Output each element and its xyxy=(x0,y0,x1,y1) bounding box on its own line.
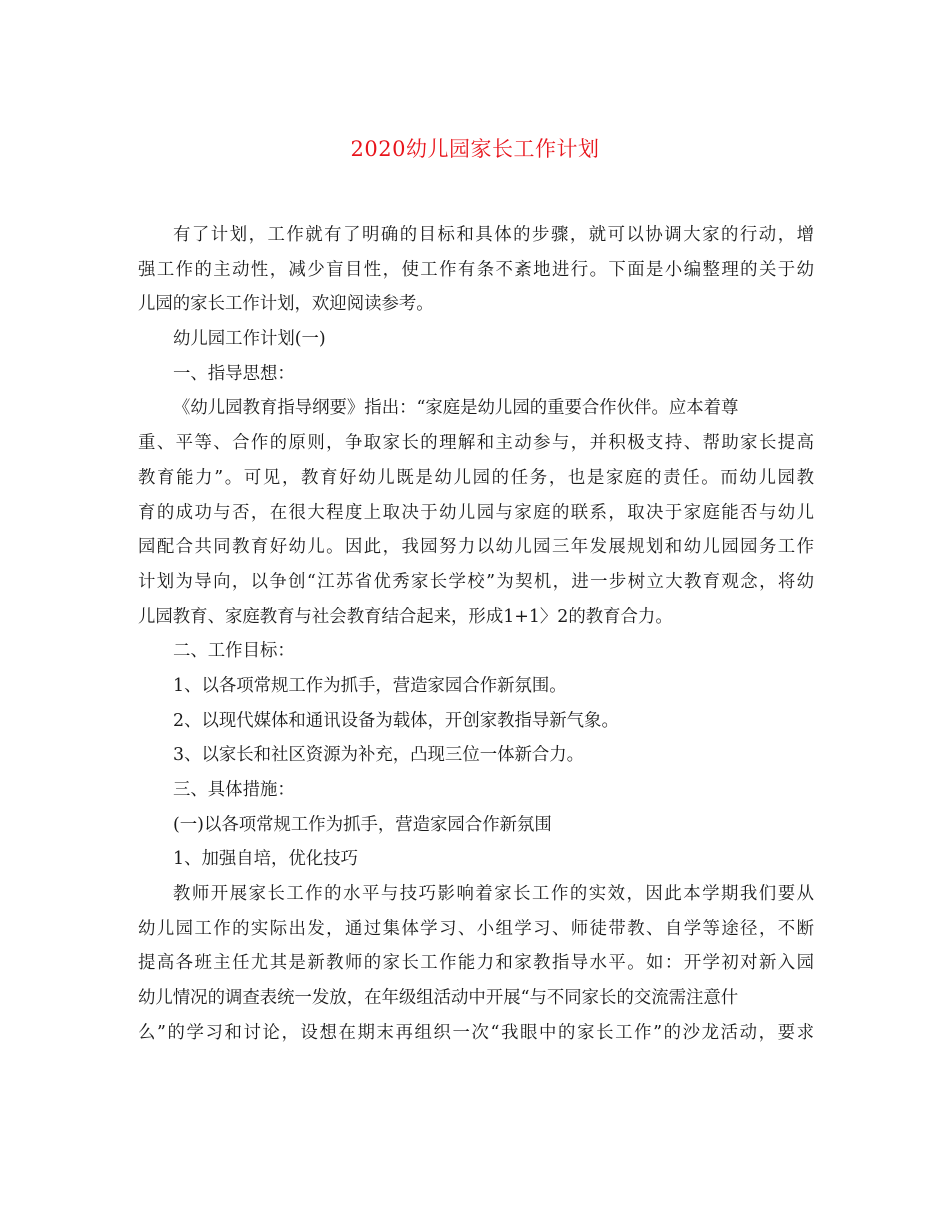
text-line: 幼儿情况的调查表统一发放，在年级组活动中开展“与不同家长的交流需注意什 xyxy=(138,988,739,1009)
document-title: 2020幼儿园家长工作计划 xyxy=(350,137,600,161)
text-line: 一、指导思想： xyxy=(173,363,295,384)
text-line: 计划为导向，以争创“江苏省优秀家长学校”为契机，进一步树立大教育观念，将幼 xyxy=(138,571,814,592)
text-line: 教育能力”。可见，教育好幼儿既是幼儿园的任务，也是家庭的责任。而幼儿园教 xyxy=(138,467,814,488)
text-line: (一)以各项常规工作为抓手，营造家园合作新氛围 xyxy=(173,814,552,835)
text-line: 2、以现代媒体和通讯设备为载体，开创家教指导新气象。 xyxy=(173,710,619,731)
text-line: 三、具体措施： xyxy=(173,780,295,800)
text-line: 园配合共同教育好幼儿。因此，我园努力以幼儿园三年发展规划和幼儿园园务工作 xyxy=(138,537,814,558)
document-body xyxy=(138,218,814,1051)
text-line: 幼儿园工作计划(一) xyxy=(173,329,326,350)
text-line: 重、平等、合作的原则，争取家长的理解和主动参与，并积极支持、帮助家长提高 xyxy=(138,433,814,454)
text-line: 《幼儿园教育指导纲要》指出：“家庭是幼儿园的重要合作伙伴。应本着尊 xyxy=(173,398,739,419)
text-line: 幼儿园工作的实际出发，通过集体学习、小组学习、师徒带教、自学等途径，不断 xyxy=(138,918,814,939)
text-line: 有了计划，工作就有了明确的目标和具体的步骤，就可以协调大家的行动，增 xyxy=(173,225,814,245)
text-line: 二、工作目标： xyxy=(173,641,295,662)
text-line: 强工作的主动性，减少盲目性，使工作有条不紊地进行。下面是小编整理的关于幼 xyxy=(138,259,814,280)
text-line: 1、加强自培，优化技巧 xyxy=(173,849,358,870)
text-line: 儿园的家长工作计划，欢迎阅读参考。 xyxy=(138,294,434,315)
text-line: 儿园教育、家庭教育与社会教育结合起来，形成1+1〉2的教育合力。 xyxy=(138,606,673,627)
text-line: 育的成功与否，在很大程度上取决于幼儿园与家庭的联系，取决于家庭能否与幼儿 xyxy=(138,502,814,523)
text-line: 么”的学习和讨论，设想在期末再组织一次“我眼中的家长工作”的沙龙活动，要求 xyxy=(138,1022,814,1043)
text-line: 3、以家长和社区资源为补充，凸现三位一体新合力。 xyxy=(173,745,585,766)
text-line: 教师开展家长工作的水平与技巧影响着家长工作的实效，因此本学期我们要从 xyxy=(173,884,814,905)
text-line: 提高各班主任尤其是新教师的家长工作能力和家教指导水平。如：开学初对新入园 xyxy=(138,953,814,974)
text-line: 1、以各项常规工作为抓手，营造家园合作新氛围。 xyxy=(173,675,567,696)
